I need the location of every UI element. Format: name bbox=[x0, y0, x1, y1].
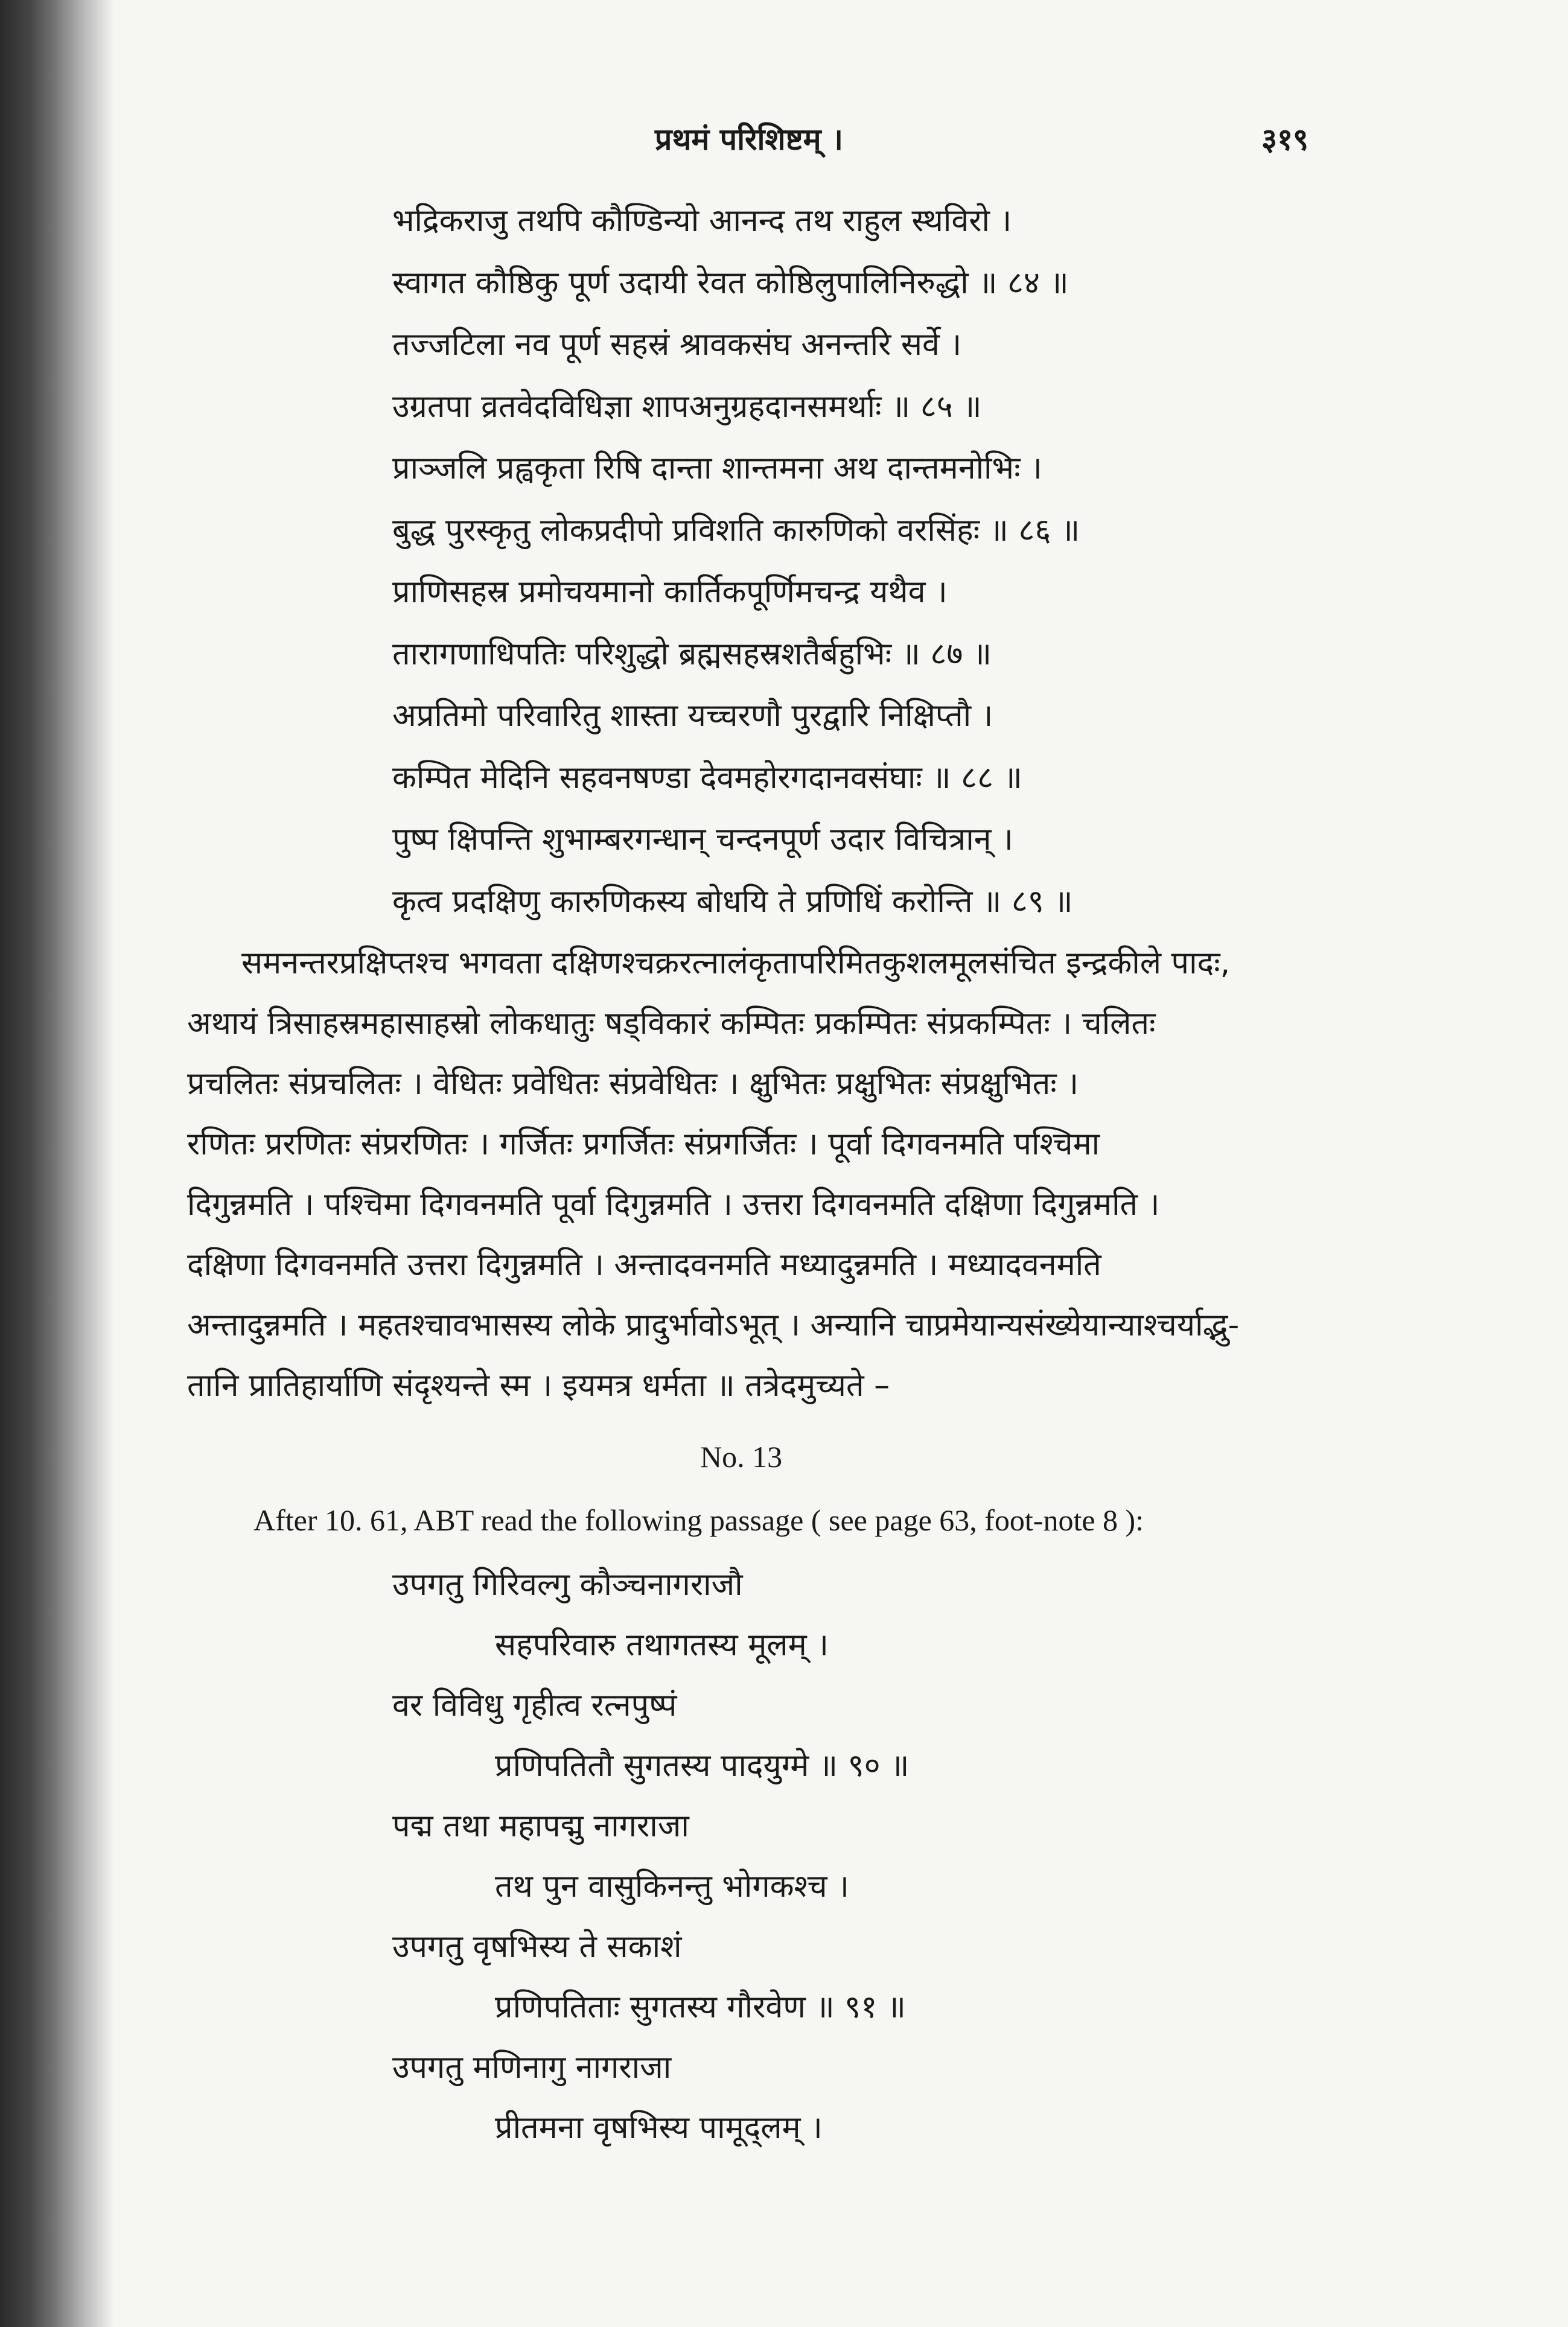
verse-line: कम्पित मेदिनि सहवनषण्डा देवमहोरगदानवसंघाः ॥ ८८ ॥ bbox=[392, 760, 1022, 796]
verse-line: प्रणिपतितौ सुगतस्य पादयुग्मे ॥ ९० ॥ bbox=[495, 1748, 910, 1784]
verse-line: उपगतु वृषभिस्य ते सकाशं bbox=[392, 1929, 682, 1965]
verse-line: उग्रतपा व्रतवेदविधिज्ञा शापअनुग्रहदानसमर्थाः ॥ ८५ ॥ bbox=[392, 389, 982, 425]
prose-line: दक्षिणा दिगवनमति उत्तरा दिगुन्नमति । अन्तादवनमति मध्यादुन्नमति । मध्यादवनमति bbox=[187, 1247, 1101, 1283]
verse-line: तज्जटिला नव पूर्ण सहस्रं श्रावकसंघ अनन्तरि सर्वे । bbox=[392, 326, 962, 363]
note-intro: After 10. 61, ABT read the following passage ( see page 63, foot-note 8 ): bbox=[253, 1503, 1144, 1537]
verse-line: अप्रतिमो परिवारितु शास्ता यच्चरणौ पुरद्वारि निक्षिप्तौ । bbox=[392, 698, 993, 734]
verse-line: प्राञ्जलि प्रह्वकृता रिषि दान्ता शान्तमना अथ दान्तमनोभिः । bbox=[392, 450, 1042, 486]
page-number: ३१९ bbox=[1261, 122, 1308, 157]
verse-line: प्रणिपतिताः सुगतस्य गौरवेण ॥ ९१ ॥ bbox=[495, 1989, 906, 2025]
verse-line: उपगतु मणिनागु नागराजा bbox=[392, 2049, 672, 2086]
verse-line: वर विविधु गृहीत्व रत्नपुष्पं bbox=[392, 1687, 677, 1724]
book-binding-shadow bbox=[0, 0, 115, 2327]
verse-line: स्वागत कौष्ठिकु पूर्ण उदायी रेवत कोष्ठिलुपालिनिरुद्धो ॥ ८४ ॥ bbox=[392, 265, 1069, 301]
prose-line: रणितः प्ररणितः संप्ररणितः । गर्जितः प्रगर्जितः संप्रगर्जितः । पूर्वा दिगवनमति पश्चिमा bbox=[187, 1126, 1100, 1162]
prose-line: तानि प्रातिहार्याणि संदृश्यन्ते स्म । इयमत्र धर्मता ॥ तत्रेदमुच्यते – bbox=[187, 1367, 890, 1404]
verse-line: तारागणाधिपतिः परिशुद्धो ब्रह्मसहस्रशतैर्बहुभिः ॥ ८७ ॥ bbox=[392, 636, 992, 672]
verse-line: उपगतु गिरिवल्गु कौञ्चनागराजौ bbox=[392, 1567, 743, 1603]
verse-line: पद्म तथा महापद्मु नागराजा bbox=[392, 1808, 689, 1844]
verse-line: पुष्प क्षिपन्ति शुभाम्बरगन्धान् चन्दनपूर्ण उदार विचित्रान् । bbox=[392, 821, 1013, 858]
verse-line: सहपरिवारु तथागतस्य मूलम् । bbox=[495, 1627, 829, 1663]
verse-line: कृत्व प्रदक्षिणु कारुणिकस्य बोधयि ते प्रणिधिं करोन्ति ॥ ८९ ॥ bbox=[392, 883, 1073, 920]
verse-line: प्रीतमना वृषभिस्य पामूद्लम् । bbox=[495, 2110, 823, 2146]
verse-line: बुद्ध पुरस्कृतु लोकप्रदीपो प्रविशति कारुणिको वरसिंहः ॥ ८६ ॥ bbox=[392, 512, 1080, 549]
prose-line: अन्तादुन्नमति । महतश्चावभासस्य लोके प्रादुर्भावोऽभूत् । अन्यानि चाप्रमेयान्यसंख्येयान्याश्चर्याद्भु- bbox=[187, 1307, 1240, 1343]
page-title: प्रथमं परिशिष्टम् । bbox=[655, 122, 843, 157]
prose-line: दिगुन्नमति । पश्चिमा दिगवनमति पूर्वा दिगुन्नमति । उत्तरा दिगवनमति दक्षिणा दिगुन्नमति । bbox=[187, 1186, 1160, 1223]
verse-line: भद्रिकराजु तथपि कौण्डिन्यो आनन्द तथ राहुल स्थविरो । bbox=[392, 203, 1012, 239]
prose-line: प्रचलितः संप्रचलितः । वेधितः प्रवेधितः संप्रवेधितः । क्षुभितः प्रक्षुभितः संप्रक्षुभितः । bbox=[187, 1066, 1079, 1102]
prose-line: समनन्तरप्रक्षिप्तश्च भगवता दक्षिणश्चक्ररत्नालंकृतापरिमितकुशलमूलसंचित इन्द्रकीले पादः, bbox=[241, 945, 1231, 981]
prose-line: अथायं त्रिसाहस्रमहासाहस्रो लोकधातुः षड्विकारं कम्पितः प्रकम्पितः संप्रकम्पितः । चलितः bbox=[187, 1005, 1156, 1042]
note-heading: No. 13 bbox=[700, 1440, 783, 1474]
verse-line: तथ पुन वासुकिनन्तु भोगकश्च । bbox=[495, 1868, 849, 1905]
verse-line: प्राणिसहस्र प्रमोचयमानो कार्तिकपूर्णिमचन्द्र यथैव । bbox=[392, 574, 948, 610]
